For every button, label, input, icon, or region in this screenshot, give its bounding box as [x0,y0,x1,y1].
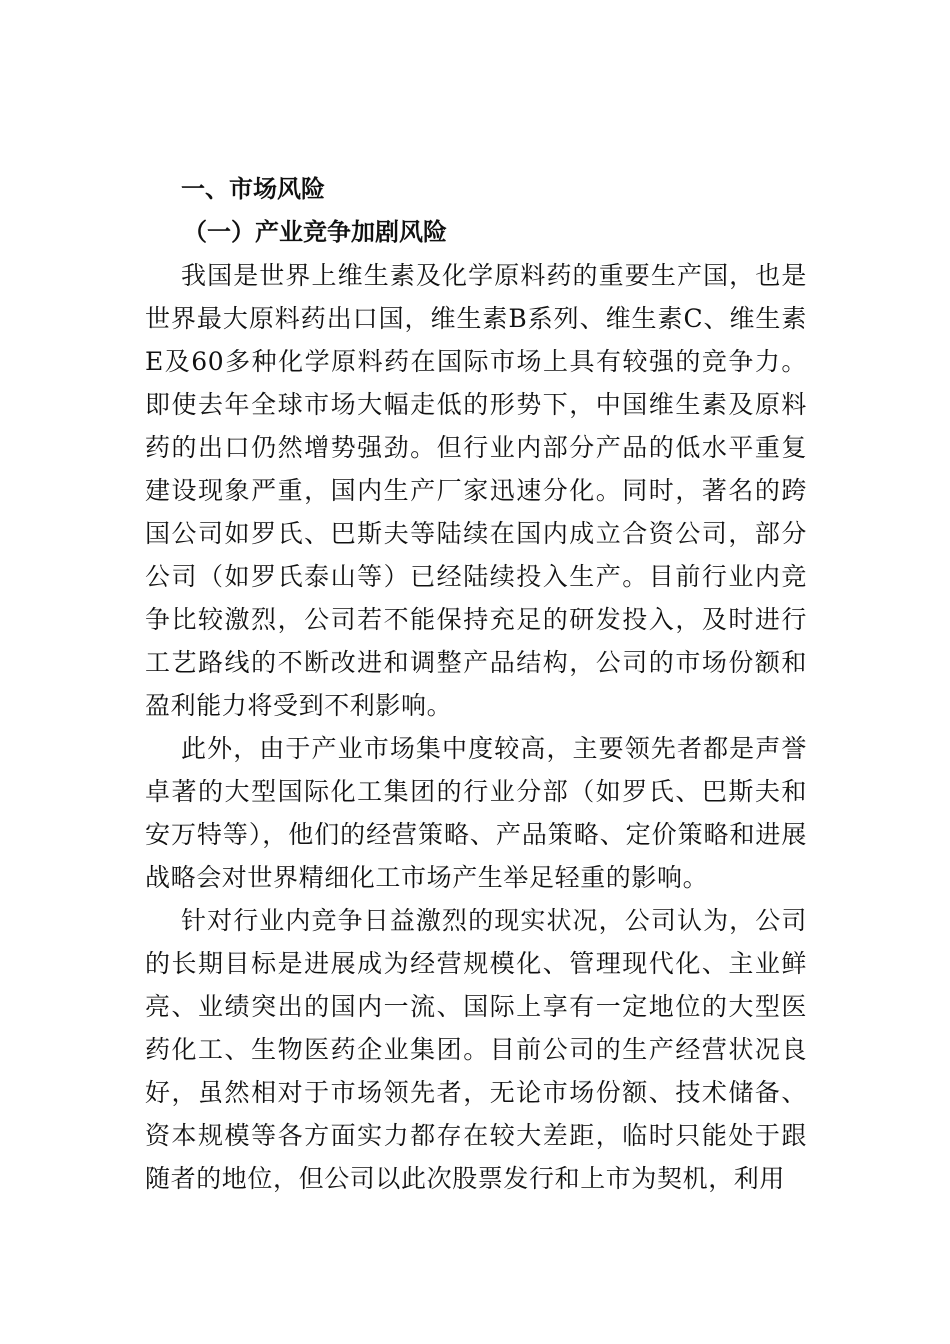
body-paragraph: 此外，由于产业市场集中度较高，主要领先者都是声誉卓著的大型国际化工集团的行业分部（如罗氏、巴斯夫和安万特等），他们的经营策略、产品策略、定价策略和进展战略会对世界精细化工市场产生举足轻重的影响。 [145,734,807,892]
section-heading: 一、市场风险 [181,175,325,203]
subsection-heading: （一）产业竞争加剧风险 [183,218,447,246]
document-body [145,168,807,1200]
body-paragraph: 我国是世界上维生素及化学原料药的重要生产国，也是世界最大原料药出口国，维生素B系列、维生素C、维生素E及60多种化学原料药在国际市场上具有较强的竞争力。即使去年全球市场大幅走低的形势下，中国维生素及原料药的出口仍然增势强劲。但行业内部分产品的低水平重复建设现象严重，国内生产厂家迅速分化。同时，著名的跨国公司如罗氏、巴斯夫等陆续在国内成立合资公司，部分公司（如罗氏泰山等）已经陆续投入生产。目前行业内竞争比较激烈，公司若不能保持充足的研发投入，及时进行工艺路线的不断改进和调整产品结构，公司的市场份额和盈利能力将受到不利影响。 [145,261,807,720]
body-paragraph: 针对行业内竞争日益激烈的现实状况，公司认为，公司的长期目标是进展成为经营规模化、管理现代化、主业鲜亮、业绩突出的国内一流、国际上享有一定地位的大型医药化工、生物医药企业集团。目前公司的生产经营状况良好，虽然相对于市场领先者，无论市场份额、技术储备、资本规模等各方面实力都存在较大差距，临时只能处于跟随者的地位，但公司以此次股票发行和上市为契机，利用 [145,906,807,1193]
